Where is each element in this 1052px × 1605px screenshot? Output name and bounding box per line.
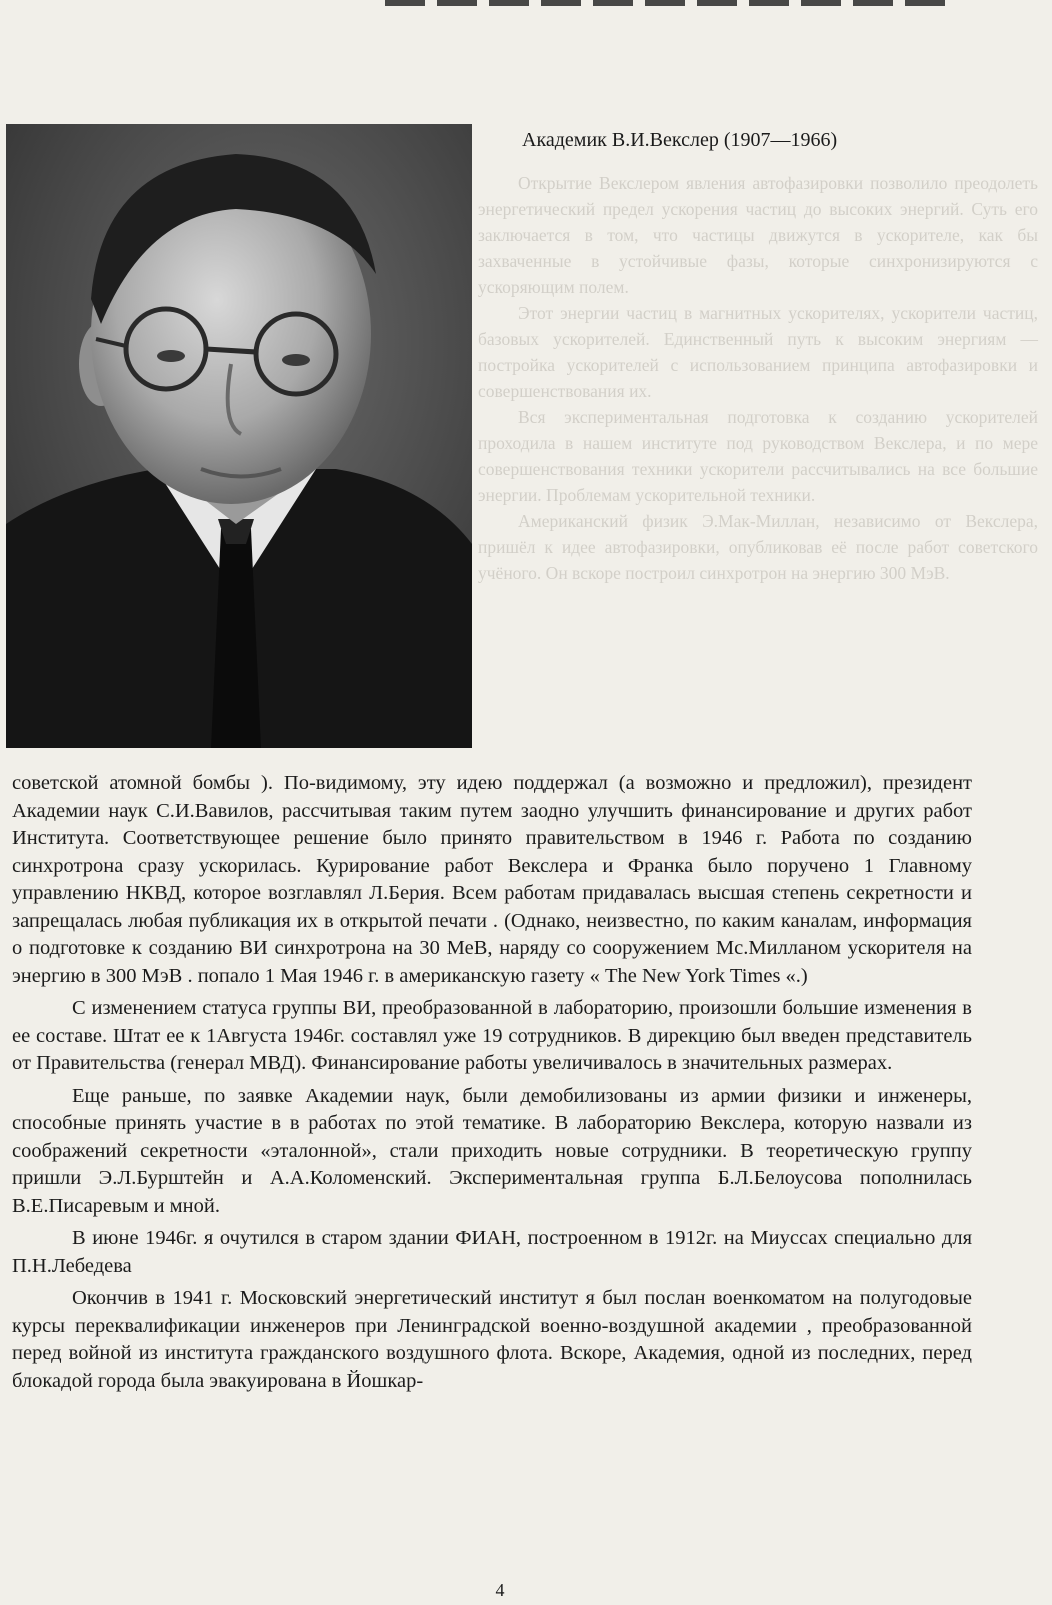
paragraph: советской атомной бомбы ). По-видимому, эту идею поддержал (а возможно и предложил), президент Академии наук С.И.Вавилов, рассчитывая таким путем заодно улучшить финансирование и других работ Института. Соответствующее решение было принято правительством в 1946 г. Работа по созданию синхротрона сразу ускорилась. Курирование работ Векслера и Франка было поручено 1 Главному управлению НКВД, которое возглавлял Л.Берия. Всем работам придавалась высшая степень секретности и запрещалась любая публикация их в открытой печати . (Однако, неизвестно, по каким каналам, информация о подготовке к созданию ВИ синхротрона на 30 МеВ, наряду со сооружением Мс.Милланом ускорителя на энергию в 300 МэВ . попало 1 Мая 1946 г. в американскую газету « The New York Times «.) <box>12 772 972 987</box>
photo-caption: Академик В.И.Векслер (1907—1966) <box>522 129 838 151</box>
paragraph: В июне 1946г. я очутился в старом здании ФИАН, построенном в 1912г. на Миуссах специально для П.Н.Лебедева <box>12 1227 972 1277</box>
portrait-photo <box>6 124 472 748</box>
bleed-through-text <box>478 170 1038 586</box>
portrait-photo-drawing <box>6 124 472 748</box>
paragraph: Окончив в 1941 г. Московский энергетический институт я был послан военкоматом на полугодовые курсы переквалификации инженеров при Ленинградской военно-воздушной академии , преобразованной перед войной из института гражданского воздушного флота. Вскоре, Академия, одной из последних, перед блокадой города была эвакуирована в Йошкар- <box>12 1287 972 1392</box>
page-number: 4 <box>495 1580 505 1600</box>
bleed-through-paragraph: Вся экспериментальная подготовка к созданию ускорителей проходила в нашем институте под руководством Векслера, и по мере совершенствования техники ускорители рассчитывались на все большие энергии. Проблемам ускорительной техники. <box>478 407 1038 505</box>
bleed-through-paragraph: Американский физик Э.Мак-Миллан, независимо от Векслера, пришёл к идее автофазировки, опубликовав её после работ советского учёного. Он вскоре построил синхротрон на энергию 300 МэВ. <box>478 511 1038 583</box>
paragraph: Еще раньше, по заявке Академии наук, были демобилизованы из армии физики и инженеры, способные принять участие в в работах по этой тематике. В лабораторию Векслера, которую назвали из соображений секретности «эталонной», стали приходить новые сотрудники. В теоретическую группу пришли Э.Л.Бурштейн и А.А.Коломенский. Экспериментальная группа Б.Л.Белоусова пополнилась В.Е.Писаревым и мной. <box>12 1084 972 1217</box>
bleed-through-paragraph: Открытие Векслером явления автофазировки позволило преодолеть энергетический предел ускорения частиц до высоких энергий. Суть его заключается в том, что частицы движутся в ускорителе, как бы захваченные в устойчивые фазы, которые синхронизируются с ускоряющим полем. <box>478 173 1038 297</box>
main-text <box>12 770 972 1400</box>
paragraph: С изменением статуса группы ВИ, преобразованной в лабораторию, произошли большие изменения в ее составе. Штат ее к 1Августа 1946г. составлял уже 19 сотрудников. В дирекцию был введен представитель от Правительства (генерал МВД). Финансирование работы увеличивалось в значительных размерах. <box>12 997 972 1074</box>
bleed-through-paragraph: Этот энергии частиц в магнитных ускорителях, ускорители частиц, базовых ускорителей. Единственный путь к высоким энергиям — постройка ускорителей с использованием принципа автофазировки и совершенствования их. <box>478 303 1038 401</box>
decorative-header-rule <box>385 0 945 6</box>
